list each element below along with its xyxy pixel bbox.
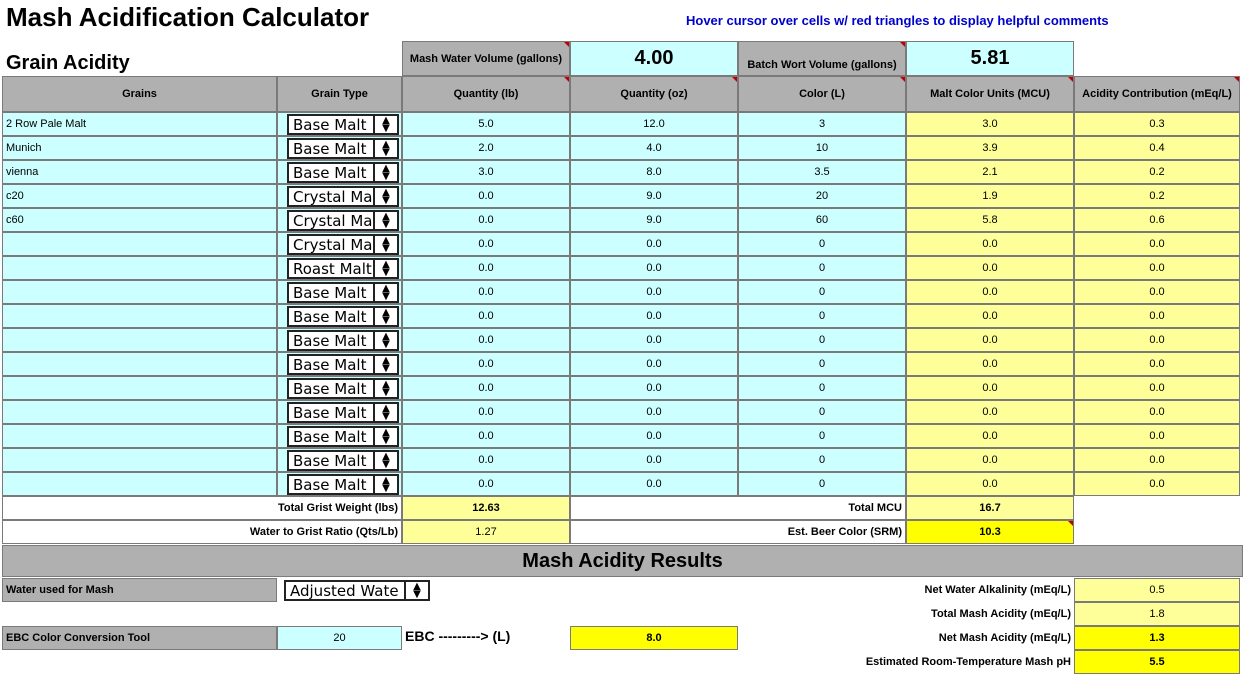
batch-wort-value: 5.81 [970,47,1010,69]
ebc-result-value: 8.0 [570,626,738,650]
grain-type-select-value: Crystal Ma [293,211,373,230]
water-grist-ratio-label: Water to Grist Ratio (Qts/Lb) [2,520,402,544]
select-arrows-icon: ▲ ▼ [373,428,397,445]
grain-type-select-value: Base Malt [293,115,367,134]
total-grist-label: Total Grist Weight (lbs) [2,496,402,520]
select-arrows-icon: ▲ ▼ [373,284,397,301]
column-header-text: Color (L) [799,88,845,100]
results-title: Mash Acidity Results [2,545,1243,577]
grain-type-select[interactable] [287,354,399,375]
grain-name-cell[interactable]: Munich [2,136,277,160]
mcu-cell: 0.0 [906,448,1074,472]
select-arrows-icon: ▲ ▼ [373,332,397,349]
est-beer-color-label: Est. Beer Color (SRM) [570,520,906,544]
color-l-cell[interactable]: 0 [738,304,906,328]
mcu-cell: 0.0 [906,376,1074,400]
select-arrows-icon: ▲ ▼ [373,188,397,205]
comment-indicator-icon [900,77,905,82]
acidity-cell: 0.0 [1074,280,1240,304]
grain-type-select-value: Base Malt [293,403,367,422]
acidity-cell: 0.0 [1074,424,1240,448]
grain-name-cell[interactable] [2,424,277,448]
water-used-label: Water used for Mash [2,578,277,602]
quantity-lb-cell[interactable]: 0.0 [402,304,570,328]
column-header-text: Malt Color Units (MCU) [930,88,1050,100]
mcu-cell: 1.9 [906,184,1074,208]
grain-type-cell[interactable] [277,448,402,472]
column-header-4 [738,76,906,112]
ebc-tool-label: EBC Color Conversion Tool [2,626,277,650]
grain-type-cell[interactable] [277,184,402,208]
quantity-lb-cell[interactable]: 0.0 [402,280,570,304]
color-l-cell[interactable]: 0 [738,424,906,448]
water-used-select[interactable] [284,580,430,601]
color-l-cell[interactable]: 3.5 [738,160,906,184]
grain-type-select-value: Base Malt [293,283,367,302]
comment-indicator-icon [1234,77,1239,82]
color-l-cell[interactable]: 0 [738,328,906,352]
grain-type-cell[interactable] [277,112,402,136]
grain-type-select[interactable] [287,282,399,303]
grain-type-select[interactable] [287,330,399,351]
grain-type-select[interactable] [287,306,399,327]
quantity-oz-cell[interactable]: 0.0 [570,232,738,256]
grain-type-cell[interactable] [277,472,402,496]
grain-type-select-value: Base Malt [293,451,367,470]
acidity-cell: 0.0 [1074,352,1240,376]
column-header-0 [2,76,277,112]
mash-ph-label: Estimated Room-Temperature Mash pH [800,650,1074,674]
grain-name-cell[interactable]: c20 [2,184,277,208]
acidity-cell: 0.0 [1074,472,1240,496]
grain-type-select[interactable] [287,474,399,495]
column-header-5 [906,76,1074,112]
acidity-cell: 0.3 [1074,112,1240,136]
color-l-cell[interactable]: 0 [738,472,906,496]
grain-type-cell[interactable] [277,256,402,280]
grain-type-select[interactable] [287,234,399,255]
column-header-text: Acidity Contribution (mEq/L) [1082,88,1232,100]
quantity-lb-cell[interactable]: 0.0 [402,448,570,472]
mcu-cell: 3.0 [906,112,1074,136]
select-arrows-icon: ▲ ▼ [404,582,428,599]
acidity-cell: 0.0 [1074,256,1240,280]
grain-type-cell[interactable] [277,136,402,160]
total-mash-acidity-value: 1.8 [1074,602,1240,626]
grain-name-cell[interactable] [2,376,277,400]
net-alkalinity-label: Net Water Alkalinity (mEq/L) [840,578,1074,602]
grain-type-select-value: Crystal Ma [293,235,373,254]
quantity-lb-cell[interactable]: 0.0 [402,424,570,448]
color-l-cell[interactable]: 3 [738,112,906,136]
quantity-oz-cell[interactable]: 0.0 [570,400,738,424]
comment-indicator-icon [564,77,569,82]
mcu-cell: 0.0 [906,328,1074,352]
acidity-cell: 0.0 [1074,448,1240,472]
mash-water-label-text: Mash Water Volume (gallons) [409,52,563,65]
quantity-oz-cell[interactable]: 0.0 [570,256,738,280]
mcu-cell: 0.0 [906,352,1074,376]
batch-wort-label-text: Batch Wort Volume (gallons) [747,59,897,71]
grain-type-select[interactable] [287,210,399,231]
grain-type-select[interactable] [287,378,399,399]
comment-indicator-icon [1068,77,1073,82]
grain-type-select[interactable] [287,138,399,159]
grain-name-cell[interactable] [2,304,277,328]
grain-type-select[interactable] [287,114,399,135]
quantity-lb-cell[interactable]: 0.0 [402,400,570,424]
acidity-cell: 0.0 [1074,328,1240,352]
acidity-cell: 0.2 [1074,160,1240,184]
select-arrows-icon: ▲ ▼ [373,236,397,253]
net-mash-acidity-label: Net Mash Acidity (mEq/L) [840,626,1074,650]
mcu-cell: 0.0 [906,232,1074,256]
quantity-oz-cell[interactable]: 9.0 [570,184,738,208]
quantity-lb-cell[interactable]: 0.0 [402,256,570,280]
select-arrows-icon: ▲ ▼ [373,380,397,397]
select-arrows-icon: ▲ ▼ [373,404,397,421]
select-arrows-icon: ▲ ▼ [373,164,397,181]
quantity-oz-cell[interactable]: 0.0 [570,472,738,496]
grain-type-cell[interactable] [277,160,402,184]
grain-type-select-value: Base Malt [293,307,367,326]
hint-text: Hover cursor over cells w/ red triangles to display helpful comments [686,13,1109,28]
select-arrows-icon: ▲ ▼ [373,116,397,133]
quantity-oz-cell[interactable]: 0.0 [570,280,738,304]
quantity-oz-cell[interactable]: 0.0 [570,424,738,448]
total-mash-acidity-label: Total Mash Acidity (mEq/L) [840,602,1074,626]
column-header-text: Quantity (lb) [453,88,519,100]
quantity-oz-cell[interactable]: 0.0 [570,352,738,376]
color-l-cell[interactable]: 0 [738,376,906,400]
quantity-lb-cell[interactable]: 0.0 [402,184,570,208]
quantity-lb-cell[interactable]: 5.0 [402,112,570,136]
total-mcu-label: Total MCU [570,496,906,520]
acidity-cell: 0.2 [1074,184,1240,208]
quantity-lb-cell[interactable]: 3.0 [402,160,570,184]
comment-indicator-icon [900,42,905,47]
column-header-2 [402,76,570,112]
quantity-lb-cell[interactable]: 0.0 [402,376,570,400]
mcu-cell: 2.1 [906,160,1074,184]
batch-wort-input[interactable] [906,41,1074,76]
quantity-oz-cell[interactable]: 0.0 [570,304,738,328]
quantity-oz-cell[interactable]: 0.0 [570,448,738,472]
grain-name-cell[interactable] [2,352,277,376]
acidity-cell: 0.4 [1074,136,1240,160]
water-used-select-value: Adjusted Wate [290,581,399,600]
grain-type-select-value: Crystal Ma [293,187,373,206]
mcu-cell: 0.0 [906,472,1074,496]
mcu-cell: 0.0 [906,424,1074,448]
quantity-lb-cell[interactable]: 0.0 [402,472,570,496]
mcu-cell: 0.0 [906,400,1074,424]
color-l-cell[interactable]: 20 [738,184,906,208]
total-mcu-value: 16.7 [906,496,1074,520]
quantity-lb-cell[interactable]: 0.0 [402,352,570,376]
ebc-arrow-label: EBC ---------> (L) [405,628,511,644]
color-l-cell[interactable]: 0 [738,352,906,376]
column-header-text: Quantity (oz) [620,88,688,100]
acidity-cell: 0.6 [1074,208,1240,232]
quantity-oz-cell[interactable]: 0.0 [570,328,738,352]
mash-water-input[interactable] [570,41,738,76]
grain-name-cell[interactable]: 2 Row Pale Malt [2,112,277,136]
comment-indicator-icon [564,42,569,47]
water-grist-ratio-value: 1.27 [402,520,570,544]
total-grist-value: 12.63 [402,496,570,520]
grain-type-select-value: Base Malt [293,379,367,398]
grain-type-cell[interactable] [277,376,402,400]
grain-name-cell[interactable] [2,256,277,280]
color-l-cell[interactable]: 0 [738,448,906,472]
quantity-lb-cell[interactable]: 0.0 [402,208,570,232]
est-beer-color-value [906,520,1074,544]
quantity-oz-cell[interactable]: 8.0 [570,160,738,184]
grain-type-select[interactable] [287,402,399,423]
acidity-cell: 0.0 [1074,232,1240,256]
select-arrows-icon: ▲ ▼ [373,308,397,325]
color-l-cell[interactable]: 0 [738,232,906,256]
grain-type-cell[interactable] [277,232,402,256]
quantity-oz-cell[interactable]: 12.0 [570,112,738,136]
select-arrows-icon: ▲ ▼ [373,452,397,469]
grain-type-cell[interactable] [277,400,402,424]
comment-indicator-icon [1068,521,1073,526]
mash-water-value: 4.00 [634,47,674,69]
column-header-text: Grain Type [311,88,368,100]
est-beer-color-text: 10.3 [979,526,1001,538]
select-arrows-icon: ▲ ▼ [373,260,397,277]
grain-type-select-value: Base Malt [293,331,367,350]
comment-indicator-icon [732,77,737,82]
grain-type-cell[interactable] [277,352,402,376]
color-l-cell[interactable]: 0 [738,256,906,280]
grain-type-select[interactable] [287,162,399,183]
quantity-oz-cell[interactable]: 9.0 [570,208,738,232]
page-title: Mash Acidification Calculator [6,2,370,32]
grain-name-cell[interactable] [2,472,277,496]
mcu-cell: 3.9 [906,136,1074,160]
section-title-grain-acidity: Grain Acidity [6,52,130,74]
quantity-oz-cell[interactable]: 0.0 [570,376,738,400]
select-arrows-icon: ▲ ▼ [373,356,397,373]
mash-ph-value: 5.5 [1074,650,1240,674]
grain-name-cell[interactable] [2,400,277,424]
column-header-1 [277,76,402,112]
column-header-6 [1074,76,1240,112]
grain-type-select-value: Base Malt [293,475,367,494]
grain-type-select[interactable] [287,258,399,279]
acidity-cell: 0.0 [1074,376,1240,400]
grain-name-cell[interactable]: vienna [2,160,277,184]
grain-type-cell[interactable] [277,328,402,352]
column-header-text: Grains [122,88,157,100]
mcu-cell: 0.0 [906,280,1074,304]
grain-type-select-value: Base Malt [293,139,367,158]
color-l-cell[interactable]: 0 [738,400,906,424]
color-l-cell[interactable]: 10 [738,136,906,160]
color-l-cell[interactable]: 0 [738,280,906,304]
net-mash-acidity-value: 1.3 [1074,626,1240,650]
select-arrows-icon: ▲ ▼ [373,212,397,229]
column-header-3 [570,76,738,112]
grain-type-select[interactable] [287,426,399,447]
quantity-lb-cell[interactable]: 2.0 [402,136,570,160]
color-l-cell[interactable]: 60 [738,208,906,232]
grain-name-cell[interactable] [2,232,277,256]
mash-water-label [402,41,570,76]
ebc-input[interactable]: 20 [277,626,402,650]
net-alkalinity-value: 0.5 [1074,578,1240,602]
grain-name-cell[interactable] [2,280,277,304]
mcu-cell: 0.0 [906,304,1074,328]
grain-name-cell[interactable]: c60 [2,208,277,232]
grain-type-cell[interactable] [277,208,402,232]
grain-type-select-value: Base Malt [293,355,367,374]
mcu-cell: 0.0 [906,256,1074,280]
mcu-cell: 5.8 [906,208,1074,232]
batch-wort-label [738,41,906,76]
grain-type-select-value: Base Malt [293,163,367,182]
select-arrows-icon: ▲ ▼ [373,140,397,157]
select-arrows-icon: ▲ ▼ [373,476,397,493]
grain-type-cell[interactable] [277,304,402,328]
grain-type-cell[interactable] [277,280,402,304]
grain-type-cell[interactable] [277,424,402,448]
grain-type-select[interactable] [287,450,399,471]
quantity-oz-cell[interactable]: 4.0 [570,136,738,160]
grain-type-select-value: Roast Malt [293,259,372,278]
acidity-cell: 0.0 [1074,400,1240,424]
quantity-lb-cell[interactable]: 0.0 [402,232,570,256]
quantity-lb-cell[interactable]: 0.0 [402,328,570,352]
grain-name-cell[interactable] [2,328,277,352]
grain-type-select[interactable] [287,186,399,207]
acidity-cell: 0.0 [1074,304,1240,328]
grain-name-cell[interactable] [2,448,277,472]
grain-type-select-value: Base Malt [293,427,367,446]
